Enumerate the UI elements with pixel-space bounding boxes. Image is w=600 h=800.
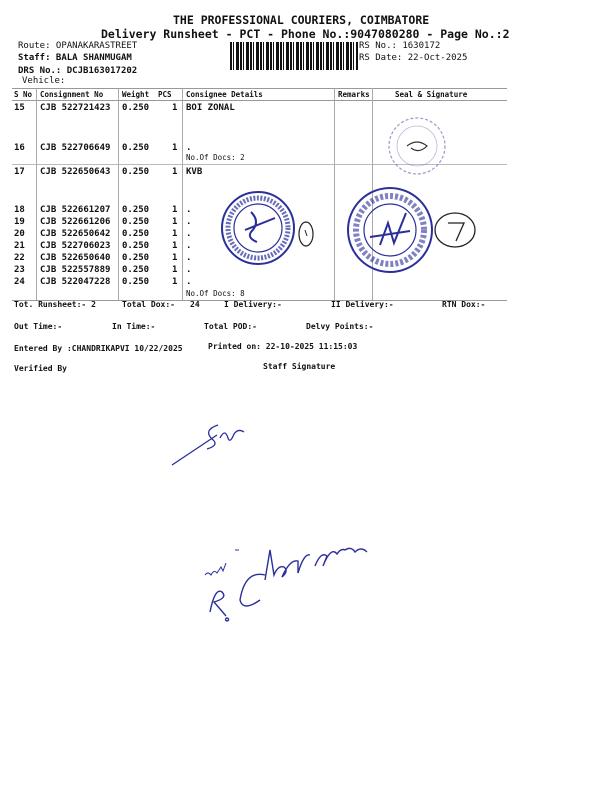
cell-pcs: 1 bbox=[172, 205, 178, 215]
ii-delivery: II Delivery:- bbox=[331, 300, 394, 309]
col-pcs: PCS bbox=[158, 90, 172, 99]
cell-consignment-no: CJB 522661207 bbox=[40, 205, 111, 215]
barcode bbox=[230, 42, 358, 70]
runsheet-subtitle: Delivery Runsheet - PCT - Phone No.:9047080280 - Page No.:2 bbox=[101, 27, 510, 41]
cell-consignee: BOI ZONAL bbox=[186, 103, 235, 113]
rs-date: RS Date: 22-Oct-2025 bbox=[359, 53, 468, 63]
in-time: In Time:- bbox=[112, 322, 156, 331]
cell-weight: 0.250 bbox=[122, 229, 150, 239]
cell-consignment-no: CJB 522661206 bbox=[40, 217, 111, 227]
cell-consignee: . bbox=[186, 143, 192, 153]
cell-sno: 15 bbox=[14, 103, 25, 113]
cell-sno: 17 bbox=[14, 167, 25, 177]
cell-consignee: . bbox=[186, 229, 192, 239]
total-dox: Total Dox:- bbox=[122, 300, 175, 309]
cell-pcs: 1 bbox=[172, 229, 178, 239]
cell-consignee: . bbox=[186, 205, 192, 215]
cell-sno: 20 bbox=[14, 229, 25, 239]
cell-weight: 0.250 bbox=[122, 241, 150, 251]
cell-pcs: 1 bbox=[172, 167, 178, 177]
divider bbox=[182, 88, 183, 300]
cell-weight: 0.250 bbox=[122, 103, 150, 113]
receiver-signature bbox=[195, 520, 405, 630]
company-title: THE PROFESSIONAL COURIERS, COIMBATORE bbox=[173, 13, 430, 27]
cell-weight: 0.250 bbox=[122, 205, 150, 215]
cell-sno: 19 bbox=[14, 217, 25, 227]
cell-sno: 22 bbox=[14, 253, 25, 263]
cell-sno: 23 bbox=[14, 265, 25, 275]
divider bbox=[334, 88, 335, 300]
route: Route: OPANAKARASTREET bbox=[18, 41, 138, 51]
cell-pcs: 1 bbox=[172, 241, 178, 251]
tot-runsheet: Tot. Runsheet:- 2 bbox=[14, 300, 96, 309]
delvy-points: Delvy Points:- bbox=[306, 322, 374, 331]
cell-consignment-no: CJB 522650643 bbox=[40, 167, 111, 177]
cell-consignment-no: CJB 522557889 bbox=[40, 265, 111, 275]
docs-count-1: No.Of Docs: 2 bbox=[186, 153, 245, 162]
bank-stamp-cbu bbox=[215, 190, 315, 270]
cell-consignee: KVB bbox=[186, 167, 203, 177]
vehicle: Vehicle: bbox=[22, 76, 66, 86]
cell-weight: 0.250 bbox=[122, 143, 150, 153]
i-delivery: I Delivery:- bbox=[224, 300, 282, 309]
cell-sno: 24 bbox=[14, 277, 25, 287]
cell-consignee: . bbox=[186, 217, 192, 227]
printed-on: Printed on: 22-10-2025 11:15:03 bbox=[208, 342, 358, 351]
divider bbox=[36, 88, 37, 300]
cell-pcs: 1 bbox=[172, 253, 178, 263]
col-consignee: Consignee Details bbox=[186, 90, 263, 99]
cell-sno: 21 bbox=[14, 241, 25, 251]
cell-weight: 0.250 bbox=[122, 217, 150, 227]
verified-by: Verified By bbox=[14, 364, 67, 373]
cell-consignment-no: CJB 522650642 bbox=[40, 229, 111, 239]
divider bbox=[12, 88, 507, 89]
cell-weight: 0.250 bbox=[122, 277, 150, 287]
rtn-dox: RTN Dox:- bbox=[442, 300, 486, 309]
staff-signature bbox=[170, 420, 270, 470]
staff-signature-label: Staff Signature bbox=[263, 362, 336, 371]
cell-consignee: . bbox=[186, 253, 192, 263]
col-weight: Weight bbox=[122, 90, 150, 99]
cell-pcs: 1 bbox=[172, 217, 178, 227]
cell-consignee: . bbox=[186, 265, 192, 275]
cell-pcs: 1 bbox=[172, 277, 178, 287]
staff: Staff: BALA SHANMUGAM bbox=[18, 53, 132, 63]
cell-pcs: 1 bbox=[172, 143, 178, 153]
cell-consignment-no: CJB 522706649 bbox=[40, 143, 111, 153]
cell-consignment-no: CJB 522706023 bbox=[40, 241, 111, 251]
cell-pcs: 1 bbox=[172, 103, 178, 113]
cell-consignee: . bbox=[186, 241, 192, 251]
bank-stamp-faint bbox=[395, 110, 450, 182]
total-pod: Total POD:- bbox=[204, 322, 257, 331]
bank-stamp-kvb bbox=[340, 185, 485, 280]
cell-pcs: 1 bbox=[172, 265, 178, 275]
cell-weight: 0.250 bbox=[122, 253, 150, 263]
col-sno: S No bbox=[14, 90, 33, 99]
divider bbox=[12, 100, 507, 101]
cell-consignment-no: CJB 522721423 bbox=[40, 103, 111, 113]
col-remarks: Remarks bbox=[338, 90, 370, 99]
rs-no: RS No.: 1630172 bbox=[359, 41, 441, 51]
cell-consignment-no: CJB 522650640 bbox=[40, 253, 111, 263]
docs-count-2: No.Of Docs: 8 bbox=[186, 289, 245, 298]
col-seal: Seal & Signature bbox=[395, 90, 468, 99]
cell-consignment-no: CJB 522047228 bbox=[40, 277, 111, 287]
cell-weight: 0.250 bbox=[122, 167, 150, 177]
col-consignment: Consignment No bbox=[40, 90, 104, 99]
cell-weight: 0.250 bbox=[122, 265, 150, 275]
out-time: Out Time:- bbox=[14, 322, 63, 331]
entered-by: Entered By :CHANDRIKAPVI 10/22/2025 bbox=[14, 344, 183, 353]
cell-consignee: . bbox=[186, 277, 192, 287]
drs-no: DRS No.: DCJB163017202 bbox=[18, 66, 138, 76]
cell-sno: 16 bbox=[14, 143, 25, 153]
divider bbox=[118, 88, 119, 300]
total-dox-value: 24 bbox=[190, 300, 200, 309]
cell-sno: 18 bbox=[14, 205, 25, 215]
